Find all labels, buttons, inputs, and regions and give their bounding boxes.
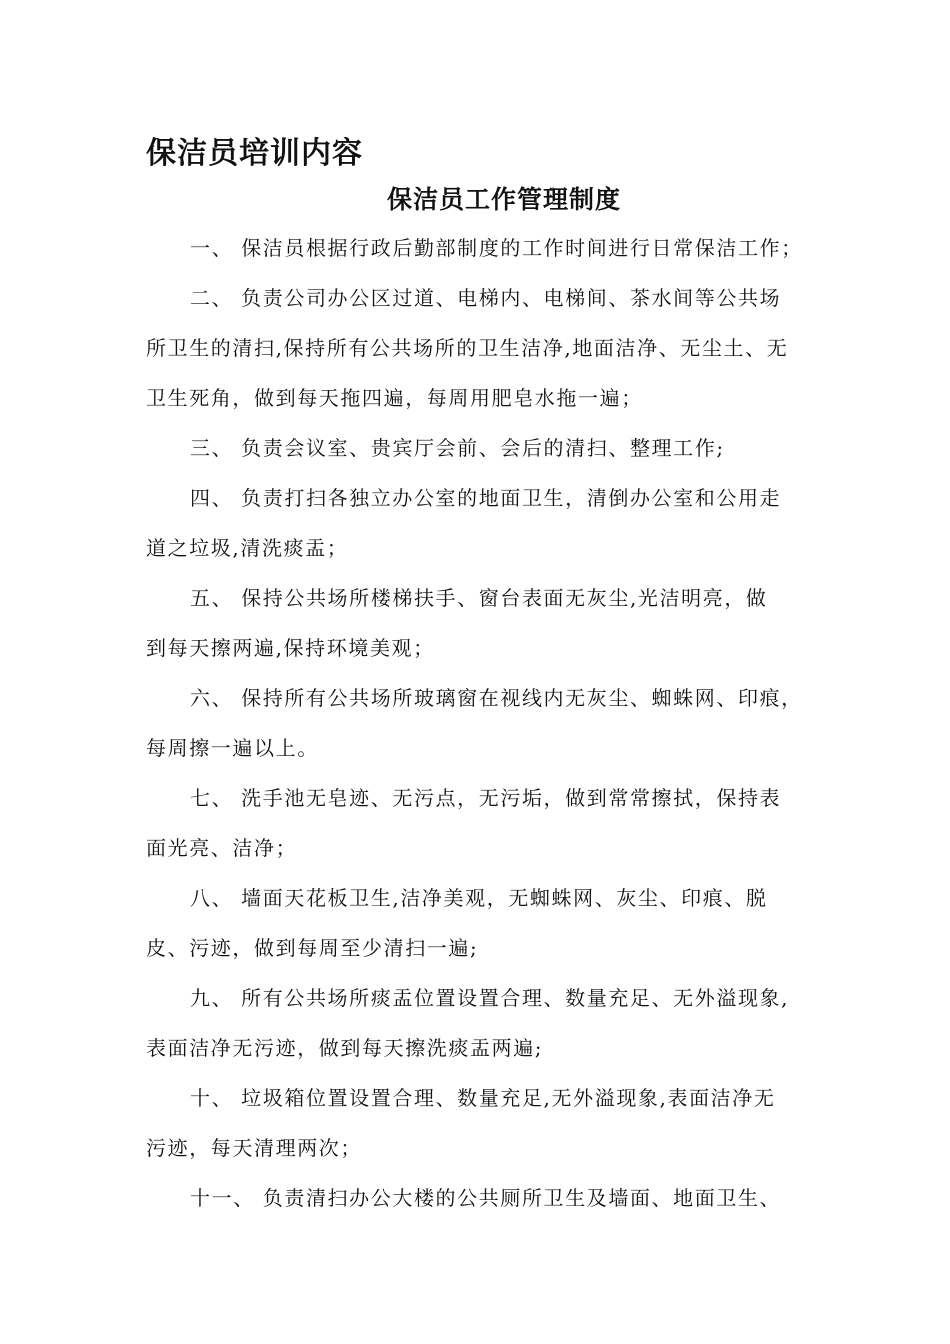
text-line: 六、 保持所有公共场所玻璃窗在视线内无灰尘、蜘蛛网、印痕，: [190, 686, 803, 710]
text-line: 五、 保持公共场所楼梯扶手、窗台表面无灰尘,光洁明亮，做: [190, 586, 768, 610]
text-line: 每周擦一遍以上。: [146, 736, 319, 760]
text-line: 到每天擦两遍,保持环境美观；: [146, 636, 435, 660]
text-line: 四、 负责打扫各独立办公室的地面卫生，清倒办公室和公用走: [190, 486, 782, 510]
text-line: 一、 保洁员根据行政后勤部制度的工作时间进行日常保洁工作；: [190, 236, 803, 260]
text-line: 九、 所有公共场所痰盂位置设置合理、数量充足、无外溢现象,: [190, 986, 790, 1010]
document-title: 保洁员工作管理制度: [386, 185, 621, 214]
text-line: 卫生死角，做到每天拖四遍，每周用肥皂水拖一遍；: [146, 386, 643, 410]
text-line: 表面洁净无污迹，做到每天擦洗痰盂两遍;: [146, 1036, 544, 1060]
text-line: 皮、污迹，做到每周至少清扫一遍;: [146, 936, 479, 960]
document-body: [146, 223, 808, 1223]
text-line: 面光亮、洁净；: [146, 836, 298, 860]
text-line: 道之垃圾,清洗痰盂；: [146, 536, 349, 560]
text-line: 七、 洗手池无皂迹、无污点，无污垢，做到常常擦拭，保持表: [190, 786, 782, 810]
text-line: 八、 墙面天花板卫生,洁净美观，无蜘蛛网、灰尘、印痕、脱: [190, 886, 768, 910]
text-line: 十一、 负责清扫办公大楼的公共厕所卫生及墙面、地面卫生、: [190, 1186, 782, 1210]
text-line: 所卫生的清扫,保持所有公共场所的卫生洁净,地面洁净、无尘土、无: [146, 336, 789, 360]
text-line: 三、 负责会议室、贵宾厅会前、会后的清扫、整理工作;: [190, 436, 725, 460]
text-line: 十、 垃圾箱位置设置合理、数量充足,无外溢现象,表面洁净无: [190, 1086, 776, 1110]
text-line: 二、 负责公司办公区过道、电梯内、电梯间、茶水间等公共场: [190, 286, 782, 310]
text-line: 污迹，每天清理两次；: [146, 1136, 362, 1160]
document-heading: 保洁员培训内容: [146, 136, 363, 171]
